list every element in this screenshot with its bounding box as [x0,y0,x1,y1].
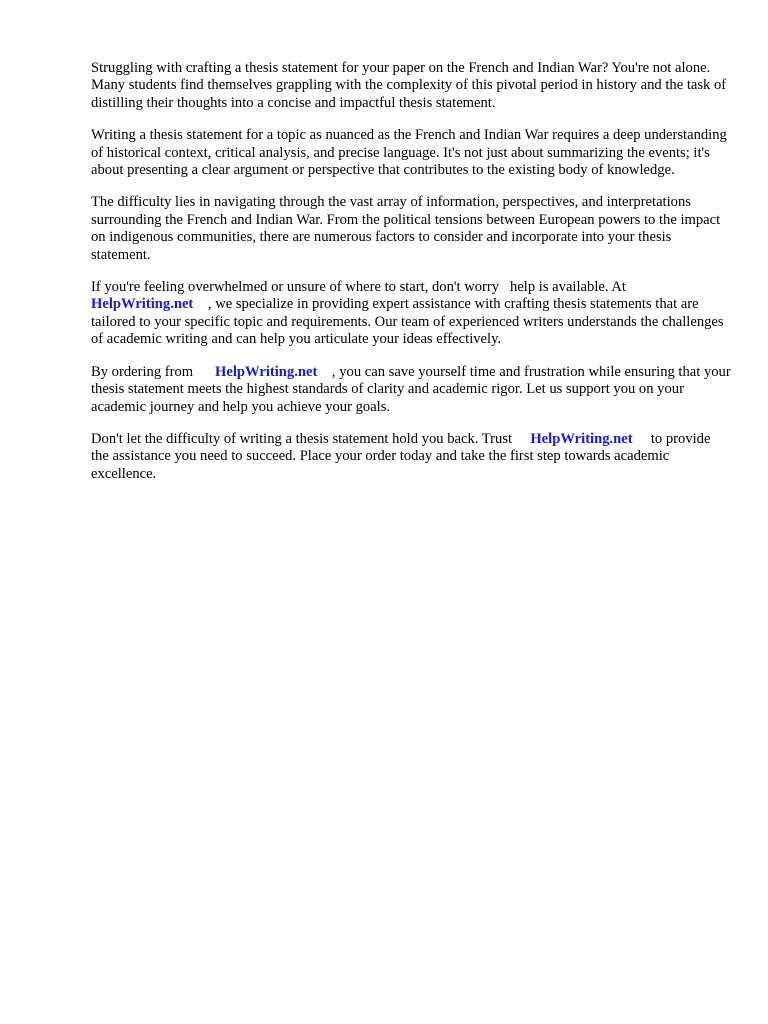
paragraph-closing-text-start: Don't let the difficulty of writing a thesis statement hold you back. Trust [91,430,531,447]
paragraph-difficulty: The difficulty lies in navigating through the vast array of information, perspectives, and interpretations surrounding the French and Indian War. From the political tensions between European powers to the impact on indigenous communities, there are numerous factors to consider and incorporate into your thesis statement. [91,194,721,263]
helpwriting-link[interactable]: HelpWriting.net [215,363,318,380]
paragraph-ordering [91,364,731,416]
paragraph-help [91,279,731,349]
paragraph-ordering-text-start: By ordering from [91,363,216,380]
paragraph-closing [91,431,731,483]
paragraph-help-text-end: , we specialize in providing expert assistance with crafting thesis statements that are tailored to your specific topic and requirements. Our team of experienced writers understands the challenges of academic writing and can help you articulate your ideas effectively. [91,296,724,348]
paragraph-closing-text-end: to provide the assistance you need to succeed. Place your order today and take the first step towards academic excellence. [91,430,711,482]
paragraph-requirements: Writing a thesis statement for a topic as nuanced as the French and Indian War requires a deep understanding of historical context, critical analysis, and precise language. It's not just about summarizing the events; it's about presenting a clear argument or perspective that contributes to the existing body of knowledge. [91,127,727,179]
paragraph-ordering-text-end: , you can save yourself time and frustration while ensuring that your thesis statement meets the highest standards of clarity and academic rigor. Let us support you on your academic journey and help you achieve your goals. [91,363,731,415]
document-body [91,60,731,498]
paragraph-intro: Struggling with crafting a thesis statement for your paper on the French and Indian War? You're not alone. Many students find themselves grappling with the complexity of this pivotal period in history and the task of distilling their thoughts into a concise and impactful thesis statement. [91,60,727,111]
helpwriting-link[interactable]: HelpWriting.net [530,430,633,447]
helpwriting-link[interactable]: HelpWriting.net [91,296,194,313]
paragraph-help-text-start: If you're feeling overwhelmed or unsure of where to start, don't worry help is available. At [91,279,626,296]
